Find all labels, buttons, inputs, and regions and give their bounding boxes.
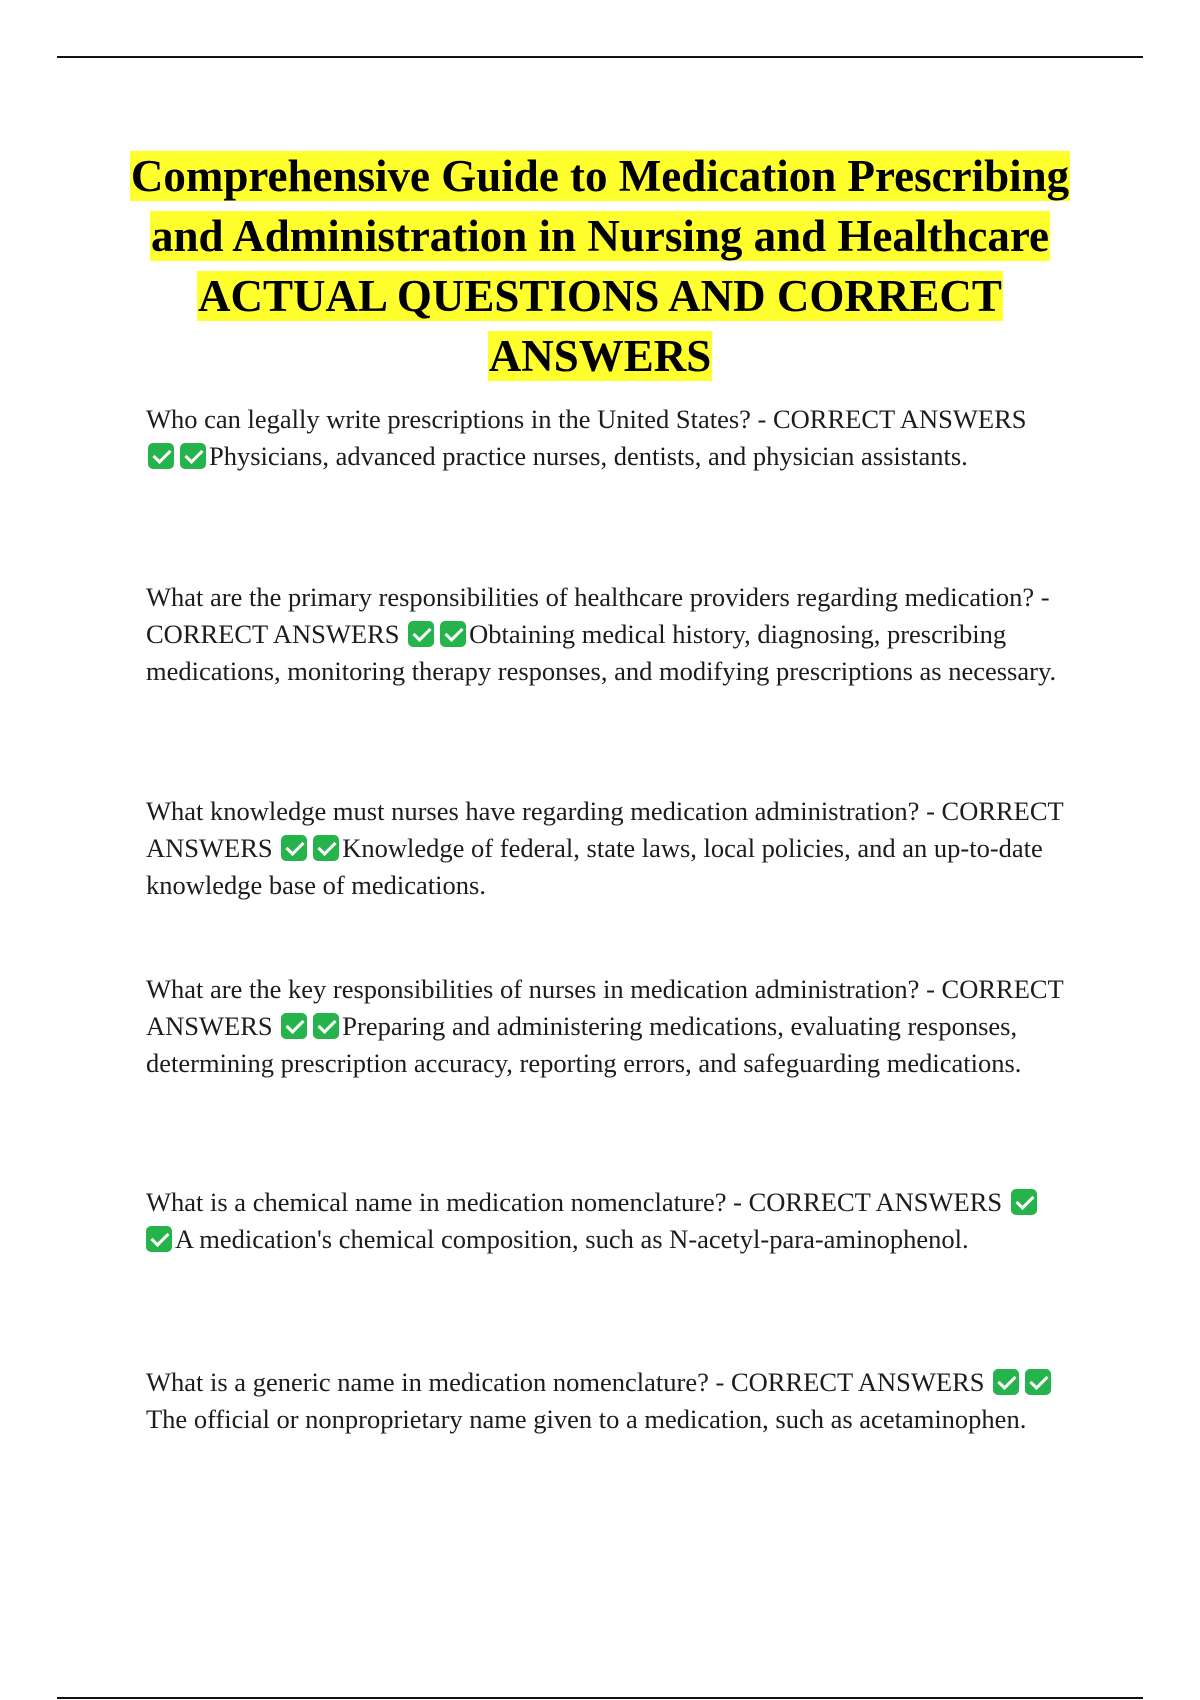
question-text: What are the primary responsibilities of healthcare providers regarding medication? bbox=[146, 582, 1035, 612]
question-text: Who can legally write prescriptions in the United States? bbox=[146, 404, 751, 434]
answer-text: A medication's chemical composition, such as N-acetyl-para-aminophenol. bbox=[175, 1224, 969, 1254]
check-icon bbox=[1025, 1369, 1051, 1395]
qa-item-5 bbox=[146, 1184, 1066, 1258]
bottom-divider bbox=[57, 1697, 1143, 1699]
qa-item-4 bbox=[146, 971, 1066, 1082]
answer-text: Knowledge of federal, state laws, local policies, and an up-to-date knowledge base of medications. bbox=[146, 833, 1043, 900]
check-icon bbox=[313, 1013, 339, 1039]
check-icon bbox=[148, 443, 174, 469]
question-text: What is a generic name in medication nomenclature? bbox=[146, 1367, 709, 1397]
answer-marker: - CORRECT ANSWERS bbox=[757, 404, 1027, 434]
check-icon bbox=[440, 621, 466, 647]
check-icon bbox=[281, 835, 307, 861]
answer-text: Obtaining medical history, diagnosing, prescribing medications, monitoring therapy responses, and modifying prescriptions as necessary. bbox=[146, 619, 1057, 686]
answer-marker: - CORRECT ANSWERS bbox=[146, 974, 1064, 1041]
top-divider bbox=[57, 56, 1143, 58]
check-icon bbox=[313, 835, 339, 861]
check-icon bbox=[146, 1226, 172, 1252]
check-icon bbox=[281, 1013, 307, 1039]
answer-text: Physicians, advanced practice nurses, dentists, and physician assistants. bbox=[209, 441, 968, 471]
answer-marker: - CORRECT ANSWERS bbox=[715, 1367, 985, 1397]
answer-marker: - CORRECT ANSWERS bbox=[146, 582, 1050, 649]
document-title bbox=[100, 146, 1100, 386]
title-highlight: Comprehensive Guide to Medication Prescribing and Administration in Nursing and Healthcare ACTUAL QUESTIONS AND CORRECT ANSWERS bbox=[130, 151, 1070, 381]
check-icon bbox=[1011, 1189, 1037, 1215]
question-text: What is a chemical name in medication nomenclature? bbox=[146, 1187, 727, 1217]
check-icon bbox=[408, 621, 434, 647]
question-text: What knowledge must nurses have regarding medication administration? bbox=[146, 796, 920, 826]
answer-text: Preparing and administering medications, evaluating responses, determining prescription accuracy, reporting errors, and safeguarding medications. bbox=[146, 1011, 1022, 1078]
qa-item-3 bbox=[146, 793, 1066, 904]
qa-item-6 bbox=[146, 1364, 1066, 1438]
qa-item-2 bbox=[146, 579, 1066, 690]
answer-text: The official or nonproprietary name given to a medication, such as acetaminophen. bbox=[146, 1404, 1027, 1434]
answer-marker: - CORRECT ANSWERS bbox=[146, 796, 1064, 863]
question-text: What are the key responsibilities of nurses in medication administration? bbox=[146, 974, 920, 1004]
answer-marker: - CORRECT ANSWERS bbox=[733, 1187, 1003, 1217]
check-icon bbox=[180, 443, 206, 469]
check-icon bbox=[993, 1369, 1019, 1395]
qa-item-1 bbox=[146, 401, 1066, 475]
